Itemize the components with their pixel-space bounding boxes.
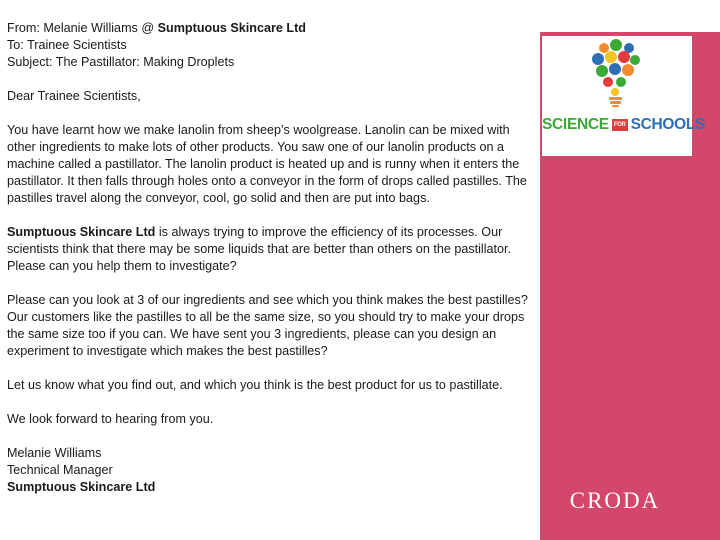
from-line: [7, 20, 537, 37]
logo-for-badge: FOR: [612, 119, 628, 131]
logo-science-word: SCIENCE: [542, 116, 609, 133]
email-letter: [7, 20, 537, 496]
to-line: To: Trainee Scientists: [7, 38, 127, 52]
signature-company: Sumptuous Skincare Ltd: [7, 480, 156, 494]
subject-line: Subject: The Pastillator: Making Droplets: [7, 55, 235, 69]
paragraph-4: Let us know what you find out, and which you think is the best product for us to pastillate.: [7, 378, 503, 392]
paragraph-3: Please can you look at 3 of our ingredients and see which you think makes the best pastilles? Our customers like the pastilles to all be the same size, so you should try to make your drops the same size too if you can. We have sent you 3 ingredients, please can you design an experiment to investigate which makes the best pastilles?: [7, 293, 528, 358]
paragraph-2: [7, 224, 537, 275]
signature-name: Melanie Williams: [7, 446, 102, 460]
paragraph-2-text: is always trying to improve the efficiency of its processes. Our scientists think that there may be some liquids that are better than others on the pastillator. Please can you help them to investigate?: [7, 225, 512, 273]
signature-title: Technical Manager: [7, 463, 113, 477]
paragraph-5: We look forward to hearing from you.: [7, 412, 214, 426]
greeting: Dear Trainee Scientists,: [7, 89, 141, 103]
paragraph-2-company: Sumptuous Skincare Ltd: [7, 225, 156, 239]
sidebar-tab: [692, 95, 720, 98]
from-prefix: From: Melanie Williams @: [7, 21, 158, 35]
science-for-schools-logo: [542, 36, 706, 156]
lightbulb-of-circles-icon: [542, 36, 692, 116]
paragraph-1: You have learnt how we make lanolin from sheep’s woolgrease. Lanolin can be mixed with other ingredients to make lots of other products. You saw one of our lanolin products on a machine called a pastillator. The lanolin product is heated up and is runny when it enters the pastillator. It then falls through holes onto a conveyor in the form of drops called pastilles. The pastilles travel along the conveyor, cool, go solid and then are put into bags.: [7, 123, 527, 205]
logo-schools-word: SCHOOLS: [630, 116, 706, 133]
logo-wordmark: [542, 116, 706, 134]
from-company: Sumptuous Skincare Ltd: [157, 21, 306, 35]
croda-logo: CRODA: [569, 488, 661, 513]
